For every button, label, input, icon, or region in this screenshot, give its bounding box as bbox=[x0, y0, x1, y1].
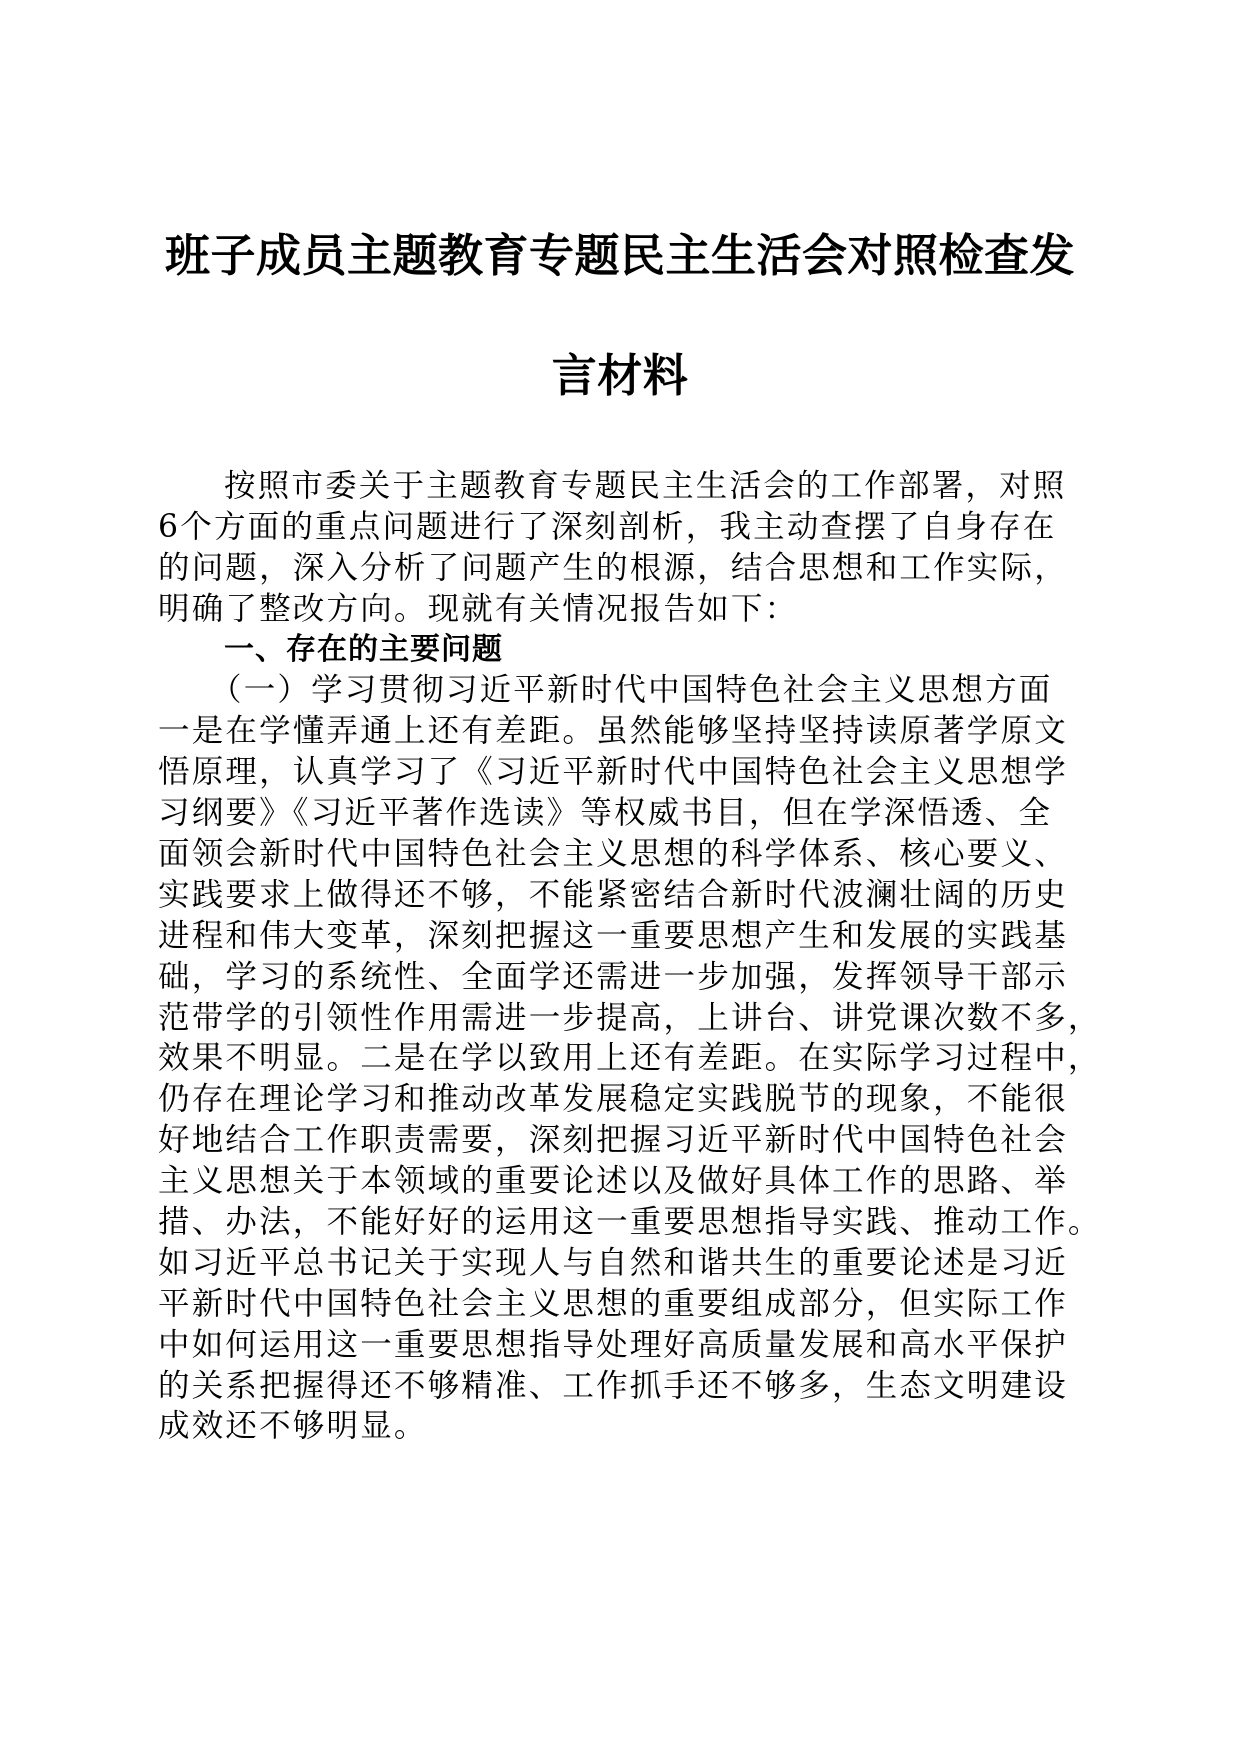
document-title-line-1: 班子成员主题教育专题民主生活会对照检查发 bbox=[164, 229, 1075, 282]
paragraph-line: 成效还不够明显。 bbox=[158, 1408, 428, 1445]
section-heading: 一、存在的主要问题 bbox=[224, 631, 503, 667]
subsection-heading: （一）学习贯彻习近平新时代中国特色社会主义思想方面 bbox=[210, 672, 1053, 709]
paragraph-line: 础，学习的系统性、全面学还需进一步加强，发挥领导干部示 bbox=[158, 958, 1068, 995]
paragraph-line: 面领会新时代中国特色社会主义思想的科学体系、核心要义、 bbox=[158, 836, 1068, 873]
paragraph-line: 如习近平总书记关于实现人与自然和谐共生的重要论述是习近 bbox=[158, 1244, 1068, 1281]
paragraph-line: 一是在学懂弄通上还有差距。虽然能够坚持坚持读原著学原文 bbox=[158, 713, 1068, 750]
paragraph-line: 仍存在理论学习和推动改革发展稳定实践脱节的现象，不能很 bbox=[158, 1081, 1068, 1118]
paragraph-line: 进程和伟大变革，深刻把握这一重要思想产生和发展的实践基 bbox=[158, 917, 1068, 954]
paragraph-line: 措、办法，不能好好的运用这一重要思想指导实践、推动工作。 bbox=[158, 1204, 1102, 1241]
paragraph-line: 范带学的引领性作用需进一步提高，上讲台、讲党课次数不多， bbox=[158, 999, 1102, 1036]
paragraph-intro-line: 的问题，深入分析了问题产生的根源，结合思想和工作实际， bbox=[158, 549, 1068, 586]
paragraph-intro-line: 明确了整改方向。现就有关情况报告如下： bbox=[158, 590, 799, 627]
paragraph-line: 好地结合工作职责需要，深刻把握习近平新时代中国特色社会 bbox=[158, 1122, 1068, 1159]
paragraph-line: 习纲要》《习近平著作选读》等权威书目，但在学深悟透、全 bbox=[158, 795, 1053, 832]
paragraph-line: 的关系把握得还不够精准、工作抓手还不够多，生态文明建设 bbox=[158, 1367, 1068, 1404]
document-body bbox=[158, 466, 1102, 1447]
paragraph-line: 实践要求上做得还不够，不能紧密结合新时代波澜壮阔的历史 bbox=[158, 876, 1068, 913]
paragraph-line: 平新时代中国特色社会主义思想的重要组成部分，但实际工作 bbox=[158, 1285, 1068, 1322]
paragraph-intro-line: 6个方面的重点问题进行了深刻剖析，我主动查摆了自身存在 bbox=[158, 508, 1057, 545]
paragraph-line: 效果不明显。二是在学以致用上还有差距。在实际学习过程中， bbox=[158, 1040, 1102, 1077]
paragraph-line: 悟原理，认真学习了《习近平新时代中国特色社会主义思想学 bbox=[158, 754, 1068, 791]
document-title-line-2: 言材料 bbox=[551, 349, 689, 402]
paragraph-intro-line: 按照市委关于主题教育专题民主生活会的工作部署，对照 bbox=[224, 468, 1067, 504]
paragraph-line: 主义思想关于本领域的重要论述以及做好具体工作的思路、举 bbox=[158, 1163, 1068, 1200]
paragraph-line: 中如何运用这一重要思想指导处理好高质量发展和高水平保护 bbox=[158, 1326, 1068, 1363]
